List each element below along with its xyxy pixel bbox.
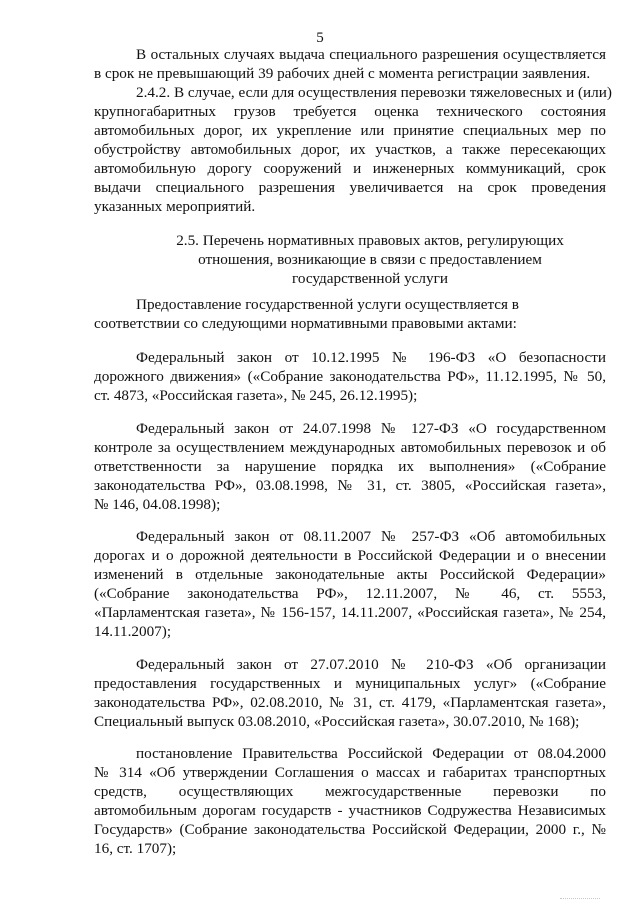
scan-artifact xyxy=(560,898,600,901)
paragraph-line: выдачи специального разрешения увеличивается на срок проведения xyxy=(94,179,606,196)
paragraph-line: В остальных случаях выдача специального разрешения осуществляется xyxy=(136,46,606,63)
act-line: Федеральный закон от 24.07.1998 № 127-ФЗ «О государственном xyxy=(136,420,606,437)
intro-line: соответствии со следующими нормативными правовыми актами: xyxy=(94,315,517,332)
act-line: средств, осуществляющих межгосударственные перевозки по xyxy=(94,783,606,800)
paragraph-line: обустройству автомобильных дорог, их участков, а также пересекающих xyxy=(94,141,606,158)
act-line: контроле за осуществлением международных автомобильных перевозок и об xyxy=(94,439,606,456)
paragraph-line: крупногабаритных грузов требуется оценка технического состояния xyxy=(94,103,606,120)
act-line: законодательства РФ», 03.08.1998, № 31, ст. 3805, «Российская газета», xyxy=(94,477,606,494)
section-heading-line: государственной услуги xyxy=(292,270,448,287)
act-line: № 314 «Об утверждении Соглашения о массах и габаритах транспортных xyxy=(94,764,606,781)
act-line: Государств» (Собрание законодательства Российской Федерации, 2000 г., № xyxy=(94,821,606,838)
act-line: Федеральный закон от 27.07.2010 № 210-ФЗ «Об организации xyxy=(136,656,606,673)
act-line: законодательства РФ», 02.08.2010, № 31, ст. 4179, «Парламентская газета», xyxy=(94,694,606,711)
paragraph-line: указанных мероприятий. xyxy=(94,198,256,215)
section-heading-line: 2.5. Перечень нормативных правовых актов, регулирующих xyxy=(176,232,564,249)
act-line: Специальный выпуск 03.08.2010, «Российская газета», 30.07.2010, № 168); xyxy=(94,713,580,730)
paragraph-line: автомобильных дорог, их укрепление или принятие специальных мер по xyxy=(94,122,606,139)
act-line: № 146, 04.08.1998); xyxy=(94,496,221,513)
act-line: постановление Правительства Российской Федерации от 08.04.2000 xyxy=(136,745,606,762)
act-line: 14.11.2007); xyxy=(94,623,172,640)
paragraph-line: в срок не превышающий 39 рабочих дней с момента регистрации заявления. xyxy=(94,65,591,82)
act-line: автомобильным дорогам государств - участников Содружества Независимых xyxy=(94,802,606,819)
act-line: изменений в отдельные законодательные акты Российской Федерации» xyxy=(94,566,606,583)
act-line: ст. 4873, «Российская газета», № 245, 26.12.1995); xyxy=(94,387,418,404)
section-heading-line: отношения, возникающие в связи с предоставлением xyxy=(198,251,542,268)
paragraph-line: автомобильную дорогу сооружений и инженерных коммуникаций, срок xyxy=(94,160,606,177)
paragraph-line: 2.4.2. В случае, если для осуществления перевозки тяжеловесных и (или) xyxy=(136,84,612,101)
act-line: Федеральный закон от 10.12.1995 № 196-ФЗ «О безопасности xyxy=(136,349,606,366)
act-line: («Собрание законодательства РФ», 12.11.2007, № 46, ст. 5553, xyxy=(94,585,606,602)
page-number: 5 xyxy=(316,30,324,46)
act-line: «Парламентская газета», № 156-157, 14.11.2007, «Российская газета», № 254, xyxy=(94,604,606,621)
act-line: предоставления государственных и муниципальных услуг» («Собрание xyxy=(94,675,606,692)
act-line: ответственности за нарушение порядка их выполнения» («Собрание xyxy=(94,458,606,475)
act-line: 16, ст. 1707); xyxy=(94,840,177,857)
act-line: дорожного движения» («Собрание законодательства РФ», 11.12.1995, № 50, xyxy=(94,368,606,385)
act-line: Федеральный закон от 08.11.2007 № 257-ФЗ «Об автомобильных xyxy=(136,528,606,545)
act-line: дорогах и о дорожной деятельности в Российской Федерации и о внесении xyxy=(94,547,606,564)
intro-line: Предоставление государственной услуги осуществляется в xyxy=(136,296,519,313)
